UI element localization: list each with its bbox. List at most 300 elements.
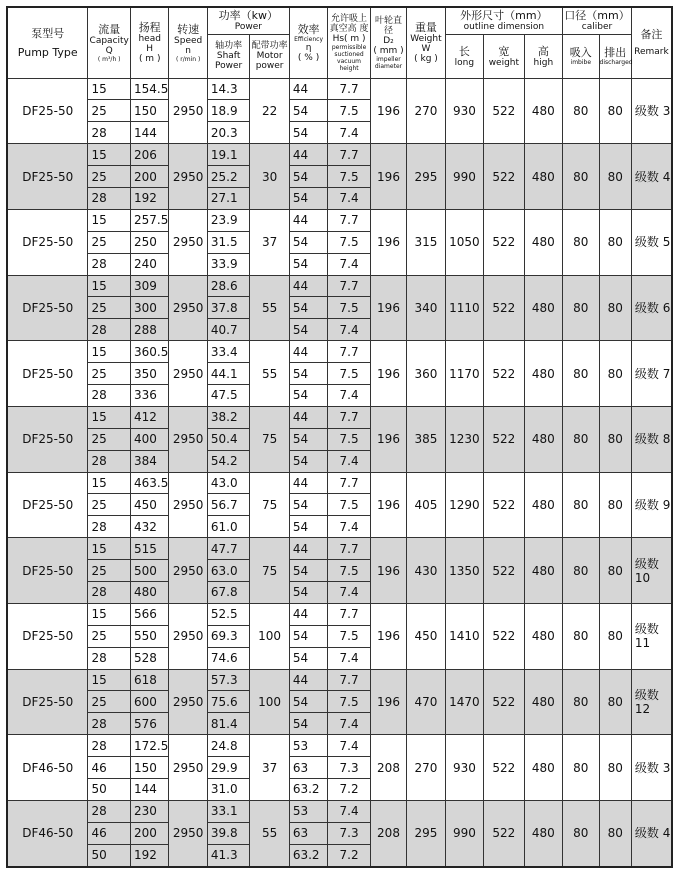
suction-vacuum-cell: 7.4 <box>328 647 371 669</box>
capacity-cell: 28 <box>88 713 131 735</box>
capacity-cell: 25 <box>88 428 131 450</box>
pump-spec-sheet <box>6 6 673 868</box>
width-cell: 522 <box>484 275 524 341</box>
motor-power-cell: 75 <box>250 472 289 538</box>
efficiency-cell: 44 <box>289 538 327 560</box>
long-cell: 1110 <box>445 275 483 341</box>
motor-power-cell: 55 <box>250 341 289 407</box>
shaft-power-cell: 69.3 <box>207 625 250 647</box>
shaft-power-cell: 27.1 <box>207 187 250 209</box>
width-cell: 522 <box>484 144 524 210</box>
capacity-cell: 46 <box>88 822 131 844</box>
motor-power-cell: 100 <box>250 669 289 735</box>
impeller-diameter-cell: 196 <box>370 78 406 144</box>
shaft-power-cell: 67.8 <box>207 581 250 603</box>
header-impeller-diameter: 叶轮直径 D₂ ( mm ) impeller diameter <box>370 7 406 78</box>
shaft-power-cell: 61.0 <box>207 516 250 538</box>
high-cell: 480 <box>524 341 562 407</box>
head-cell: 550 <box>130 625 168 647</box>
capacity-cell: 50 <box>88 844 131 866</box>
width-cell: 522 <box>484 800 524 866</box>
head-cell: 192 <box>130 187 168 209</box>
header-head: 扬程 head H ( m ) <box>130 7 168 78</box>
capacity-cell: 25 <box>88 625 131 647</box>
efficiency-cell: 54 <box>289 647 327 669</box>
long-cell: 1050 <box>445 209 483 275</box>
table-body <box>7 78 672 867</box>
head-cell: 300 <box>130 297 168 319</box>
shaft-power-cell: 74.6 <box>207 647 250 669</box>
capacity-cell: 15 <box>88 209 131 231</box>
head-cell: 600 <box>130 691 168 713</box>
head-cell: 144 <box>130 122 168 144</box>
suction-vacuum-cell: 7.5 <box>328 494 371 516</box>
suction-vacuum-cell: 7.7 <box>328 603 371 625</box>
capacity-cell: 25 <box>88 560 131 582</box>
high-cell: 480 <box>524 78 562 144</box>
model-cell: DF25-50 <box>7 603 88 669</box>
remark-cell: 级数 7 <box>631 341 672 407</box>
capacity-cell: 28 <box>88 800 131 822</box>
long-cell: 1350 <box>445 538 483 604</box>
efficiency-cell: 54 <box>289 100 327 122</box>
capacity-cell: 25 <box>88 166 131 188</box>
impeller-diameter-cell: 208 <box>370 800 406 866</box>
suction-vacuum-cell: 7.7 <box>328 538 371 560</box>
head-cell: 150 <box>130 100 168 122</box>
motor-power-cell: 100 <box>250 603 289 669</box>
high-cell: 480 <box>524 472 562 538</box>
speed-cell: 2950 <box>169 669 207 735</box>
capacity-cell: 15 <box>88 144 131 166</box>
pump-spec-table <box>6 6 673 868</box>
suction-vacuum-cell: 7.4 <box>328 122 371 144</box>
model-cell: DF25-50 <box>7 406 88 472</box>
table-row <box>7 406 672 428</box>
long-cell: 1470 <box>445 669 483 735</box>
header-shaft-power: 轴功率 Shaft Power <box>207 34 250 78</box>
table-header <box>7 7 672 78</box>
efficiency-cell: 63 <box>289 822 327 844</box>
table-row <box>7 275 672 297</box>
shaft-power-cell: 31.0 <box>207 779 250 801</box>
model-cell: DF25-50 <box>7 144 88 210</box>
shaft-power-cell: 75.6 <box>207 691 250 713</box>
speed-cell: 2950 <box>169 800 207 866</box>
speed-cell: 2950 <box>169 209 207 275</box>
discharge-cell: 80 <box>599 341 631 407</box>
capacity-cell: 25 <box>88 363 131 385</box>
capacity-cell: 15 <box>88 406 131 428</box>
speed-cell: 2950 <box>169 472 207 538</box>
long-cell: 1410 <box>445 603 483 669</box>
remark-cell: 级数 4 <box>631 144 672 210</box>
weight-cell: 270 <box>407 735 445 801</box>
suction-vacuum-cell: 7.3 <box>328 757 371 779</box>
model-cell: DF25-50 <box>7 341 88 407</box>
discharge-cell: 80 <box>599 800 631 866</box>
suction-vacuum-cell: 7.5 <box>328 363 371 385</box>
suction-vacuum-cell: 7.4 <box>328 187 371 209</box>
header-suction-vacuum: 允许吸上真空高 度 Hs( m ) permissible suctioned vacuum height <box>328 7 371 78</box>
suction-vacuum-cell: 7.5 <box>328 100 371 122</box>
header-speed: 转速 Speed n ( r/min ) <box>169 7 207 78</box>
discharge-cell: 80 <box>599 472 631 538</box>
motor-power-cell: 75 <box>250 406 289 472</box>
shaft-power-cell: 81.4 <box>207 713 250 735</box>
width-cell: 522 <box>484 406 524 472</box>
suction-vacuum-cell: 7.5 <box>328 166 371 188</box>
weight-cell: 385 <box>407 406 445 472</box>
imbibe-cell: 80 <box>563 341 599 407</box>
head-cell: 384 <box>130 450 168 472</box>
weight-cell: 270 <box>407 78 445 144</box>
capacity-cell: 28 <box>88 581 131 603</box>
long-cell: 1230 <box>445 406 483 472</box>
model-cell: DF25-50 <box>7 78 88 144</box>
head-cell: 480 <box>130 581 168 603</box>
efficiency-cell: 54 <box>289 560 327 582</box>
imbibe-cell: 80 <box>563 669 599 735</box>
weight-cell: 360 <box>407 341 445 407</box>
model-cell: DF46-50 <box>7 735 88 801</box>
efficiency-cell: 44 <box>289 275 327 297</box>
width-cell: 522 <box>484 209 524 275</box>
impeller-diameter-cell: 196 <box>370 538 406 604</box>
shaft-power-cell: 47.5 <box>207 384 250 406</box>
width-cell: 522 <box>484 669 524 735</box>
high-cell: 480 <box>524 735 562 801</box>
efficiency-cell: 54 <box>289 253 327 275</box>
table-row <box>7 144 672 166</box>
high-cell: 480 <box>524 275 562 341</box>
head-cell: 240 <box>130 253 168 275</box>
impeller-diameter-cell: 196 <box>370 341 406 407</box>
capacity-cell: 28 <box>88 516 131 538</box>
discharge-cell: 80 <box>599 78 631 144</box>
header-imbibe: 吸入 imbibe <box>563 34 599 78</box>
shaft-power-cell: 31.5 <box>207 231 250 253</box>
shaft-power-cell: 28.6 <box>207 275 250 297</box>
head-cell: 309 <box>130 275 168 297</box>
shaft-power-cell: 43.0 <box>207 472 250 494</box>
efficiency-cell: 54 <box>289 166 327 188</box>
suction-vacuum-cell: 7.7 <box>328 209 371 231</box>
shaft-power-cell: 57.3 <box>207 669 250 691</box>
head-cell: 528 <box>130 647 168 669</box>
efficiency-cell: 54 <box>289 625 327 647</box>
motor-power-cell: 30 <box>250 144 289 210</box>
width-cell: 522 <box>484 472 524 538</box>
model-cell: DF46-50 <box>7 800 88 866</box>
imbibe-cell: 80 <box>563 144 599 210</box>
efficiency-cell: 63.2 <box>289 844 327 866</box>
remark-cell: 级数 4 <box>631 800 672 866</box>
capacity-cell: 25 <box>88 691 131 713</box>
capacity-cell: 28 <box>88 647 131 669</box>
capacity-cell: 25 <box>88 494 131 516</box>
capacity-cell: 28 <box>88 319 131 341</box>
table-row <box>7 735 672 757</box>
head-cell: 250 <box>130 231 168 253</box>
shaft-power-cell: 20.3 <box>207 122 250 144</box>
speed-cell: 2950 <box>169 341 207 407</box>
capacity-cell: 28 <box>88 187 131 209</box>
suction-vacuum-cell: 7.2 <box>328 779 371 801</box>
suction-vacuum-cell: 7.2 <box>328 844 371 866</box>
high-cell: 480 <box>524 603 562 669</box>
shaft-power-cell: 40.7 <box>207 319 250 341</box>
width-cell: 522 <box>484 603 524 669</box>
capacity-cell: 15 <box>88 669 131 691</box>
capacity-cell: 15 <box>88 603 131 625</box>
high-cell: 480 <box>524 144 562 210</box>
suction-vacuum-cell: 7.4 <box>328 516 371 538</box>
shaft-power-cell: 24.8 <box>207 735 250 757</box>
head-cell: 515 <box>130 538 168 560</box>
weight-cell: 470 <box>407 669 445 735</box>
head-cell: 192 <box>130 844 168 866</box>
discharge-cell: 80 <box>599 144 631 210</box>
efficiency-cell: 54 <box>289 428 327 450</box>
suction-vacuum-cell: 7.4 <box>328 384 371 406</box>
high-cell: 480 <box>524 209 562 275</box>
capacity-cell: 28 <box>88 122 131 144</box>
remark-cell: 级数 6 <box>631 275 672 341</box>
efficiency-cell: 44 <box>289 472 327 494</box>
capacity-cell: 25 <box>88 297 131 319</box>
capacity-cell: 15 <box>88 341 131 363</box>
head-cell: 172.5 <box>130 735 168 757</box>
shaft-power-cell: 29.9 <box>207 757 250 779</box>
width-cell: 522 <box>484 538 524 604</box>
efficiency-cell: 44 <box>289 406 327 428</box>
speed-cell: 2950 <box>169 538 207 604</box>
shaft-power-cell: 38.2 <box>207 406 250 428</box>
capacity-cell: 46 <box>88 757 131 779</box>
table-row <box>7 669 672 691</box>
efficiency-cell: 54 <box>289 384 327 406</box>
long-cell: 1170 <box>445 341 483 407</box>
weight-cell: 295 <box>407 144 445 210</box>
capacity-cell: 15 <box>88 538 131 560</box>
efficiency-cell: 44 <box>289 144 327 166</box>
weight-cell: 450 <box>407 603 445 669</box>
speed-cell: 2950 <box>169 603 207 669</box>
suction-vacuum-cell: 7.4 <box>328 581 371 603</box>
high-cell: 480 <box>524 669 562 735</box>
weight-cell: 315 <box>407 209 445 275</box>
high-cell: 480 <box>524 406 562 472</box>
suction-vacuum-cell: 7.5 <box>328 625 371 647</box>
head-cell: 400 <box>130 428 168 450</box>
table-row <box>7 78 672 100</box>
imbibe-cell: 80 <box>563 800 599 866</box>
header-long: 长 long <box>445 34 483 78</box>
shaft-power-cell: 44.1 <box>207 363 250 385</box>
table-row <box>7 603 672 625</box>
impeller-diameter-cell: 196 <box>370 406 406 472</box>
efficiency-cell: 54 <box>289 297 327 319</box>
imbibe-cell: 80 <box>563 406 599 472</box>
head-cell: 500 <box>130 560 168 582</box>
width-cell: 522 <box>484 735 524 801</box>
model-cell: DF25-50 <box>7 275 88 341</box>
motor-power-cell: 37 <box>250 735 289 801</box>
suction-vacuum-cell: 7.7 <box>328 341 371 363</box>
head-cell: 230 <box>130 800 168 822</box>
suction-vacuum-cell: 7.7 <box>328 472 371 494</box>
motor-power-cell: 22 <box>250 78 289 144</box>
width-cell: 522 <box>484 341 524 407</box>
head-cell: 412 <box>130 406 168 428</box>
head-cell: 350 <box>130 363 168 385</box>
remark-cell: 级数 3 <box>631 78 672 144</box>
imbibe-cell: 80 <box>563 472 599 538</box>
header-caliber: 口径（mm） caliber <box>563 7 632 34</box>
efficiency-cell: 54 <box>289 691 327 713</box>
discharge-cell: 80 <box>599 406 631 472</box>
efficiency-cell: 63.2 <box>289 779 327 801</box>
efficiency-cell: 44 <box>289 341 327 363</box>
long-cell: 990 <box>445 800 483 866</box>
discharge-cell: 80 <box>599 669 631 735</box>
speed-cell: 2950 <box>169 406 207 472</box>
header-capacity: 流量 Capacity Q ( m³/h ) <box>88 7 131 78</box>
efficiency-cell: 44 <box>289 603 327 625</box>
shaft-power-cell: 33.9 <box>207 253 250 275</box>
head-cell: 463.5 <box>130 472 168 494</box>
capacity-cell: 28 <box>88 735 131 757</box>
suction-vacuum-cell: 7.7 <box>328 669 371 691</box>
impeller-diameter-cell: 196 <box>370 144 406 210</box>
model-cell: DF25-50 <box>7 472 88 538</box>
efficiency-cell: 44 <box>289 209 327 231</box>
weight-cell: 430 <box>407 538 445 604</box>
weight-cell: 295 <box>407 800 445 866</box>
efficiency-cell: 54 <box>289 319 327 341</box>
header-power: 功率（kw） Power <box>207 7 289 34</box>
shaft-power-cell: 54.2 <box>207 450 250 472</box>
header-motor-power: 配带功率 Motor power <box>250 34 289 78</box>
head-cell: 450 <box>130 494 168 516</box>
capacity-cell: 25 <box>88 231 131 253</box>
speed-cell: 2950 <box>169 144 207 210</box>
table-row <box>7 472 672 494</box>
shaft-power-cell: 50.4 <box>207 428 250 450</box>
efficiency-cell: 44 <box>289 78 327 100</box>
shaft-power-cell: 37.8 <box>207 297 250 319</box>
discharge-cell: 80 <box>599 209 631 275</box>
imbibe-cell: 80 <box>563 603 599 669</box>
shaft-power-cell: 25.2 <box>207 166 250 188</box>
capacity-cell: 50 <box>88 779 131 801</box>
suction-vacuum-cell: 7.7 <box>328 144 371 166</box>
imbibe-cell: 80 <box>563 538 599 604</box>
shaft-power-cell: 47.7 <box>207 538 250 560</box>
shaft-power-cell: 23.9 <box>207 209 250 231</box>
shaft-power-cell: 14.3 <box>207 78 250 100</box>
efficiency-cell: 54 <box>289 231 327 253</box>
capacity-cell: 28 <box>88 253 131 275</box>
header-high: 高 high <box>524 34 562 78</box>
weight-cell: 340 <box>407 275 445 341</box>
suction-vacuum-cell: 7.5 <box>328 231 371 253</box>
head-cell: 150 <box>130 757 168 779</box>
capacity-cell: 15 <box>88 472 131 494</box>
head-cell: 206 <box>130 144 168 166</box>
header-pump-type: 泵型号 Pump Type <box>7 7 88 78</box>
suction-vacuum-cell: 7.5 <box>328 560 371 582</box>
header-outline-dimension: 外形尺寸（mm） outline dimension <box>445 7 562 34</box>
efficiency-cell: 53 <box>289 800 327 822</box>
width-cell: 522 <box>484 78 524 144</box>
capacity-cell: 28 <box>88 450 131 472</box>
header-weight: 重量 Weight W ( kg ) <box>407 7 445 78</box>
efficiency-cell: 54 <box>289 363 327 385</box>
head-cell: 200 <box>130 822 168 844</box>
efficiency-cell: 54 <box>289 494 327 516</box>
table-row <box>7 800 672 822</box>
capacity-cell: 25 <box>88 100 131 122</box>
motor-power-cell: 55 <box>250 275 289 341</box>
efficiency-cell: 53 <box>289 735 327 757</box>
motor-power-cell: 55 <box>250 800 289 866</box>
head-cell: 576 <box>130 713 168 735</box>
shaft-power-cell: 33.1 <box>207 800 250 822</box>
impeller-diameter-cell: 196 <box>370 209 406 275</box>
table-row <box>7 341 672 363</box>
head-cell: 257.5 <box>130 209 168 231</box>
model-cell: DF25-50 <box>7 669 88 735</box>
remark-cell: 级数10 <box>631 538 672 604</box>
imbibe-cell: 80 <box>563 209 599 275</box>
suction-vacuum-cell: 7.7 <box>328 406 371 428</box>
speed-cell: 2950 <box>169 735 207 801</box>
header-discharged: 排出 discharged <box>599 34 631 78</box>
capacity-cell: 28 <box>88 384 131 406</box>
remark-cell: 级数 3 <box>631 735 672 801</box>
efficiency-cell: 54 <box>289 516 327 538</box>
suction-vacuum-cell: 7.4 <box>328 713 371 735</box>
impeller-diameter-cell: 196 <box>370 603 406 669</box>
header-width: 宽 weight <box>484 34 524 78</box>
efficiency-cell: 54 <box>289 187 327 209</box>
efficiency-cell: 63 <box>289 757 327 779</box>
suction-vacuum-cell: 7.4 <box>328 450 371 472</box>
shaft-power-cell: 39.8 <box>207 822 250 844</box>
impeller-diameter-cell: 196 <box>370 275 406 341</box>
impeller-diameter-cell: 208 <box>370 735 406 801</box>
efficiency-cell: 54 <box>289 581 327 603</box>
table-row <box>7 209 672 231</box>
motor-power-cell: 75 <box>250 538 289 604</box>
head-cell: 432 <box>130 516 168 538</box>
long-cell: 990 <box>445 144 483 210</box>
suction-vacuum-cell: 7.7 <box>328 78 371 100</box>
suction-vacuum-cell: 7.5 <box>328 428 371 450</box>
discharge-cell: 80 <box>599 275 631 341</box>
efficiency-cell: 54 <box>289 122 327 144</box>
discharge-cell: 80 <box>599 735 631 801</box>
long-cell: 930 <box>445 735 483 801</box>
imbibe-cell: 80 <box>563 735 599 801</box>
discharge-cell: 80 <box>599 603 631 669</box>
long-cell: 1290 <box>445 472 483 538</box>
shaft-power-cell: 33.4 <box>207 341 250 363</box>
suction-vacuum-cell: 7.5 <box>328 691 371 713</box>
speed-cell: 2950 <box>169 275 207 341</box>
